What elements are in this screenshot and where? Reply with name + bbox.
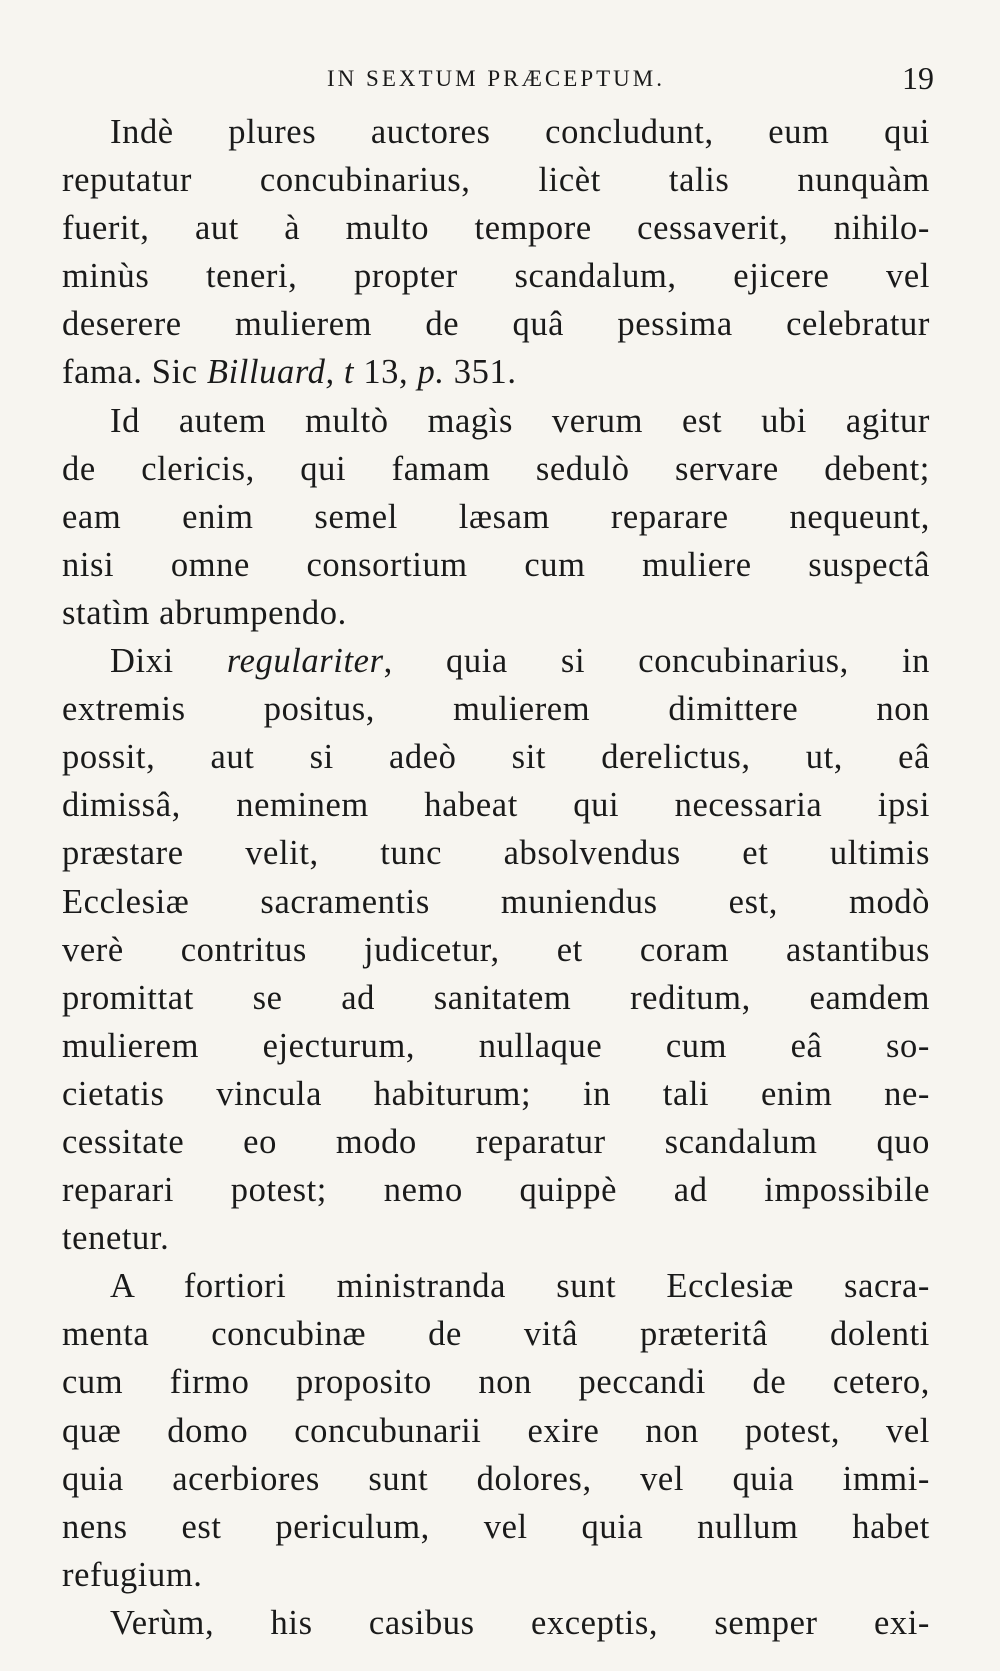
text-segment: Dixi (110, 642, 227, 681)
italic-term: regulariter (226, 642, 384, 681)
text-line: eam enim semel læsam reparare nequeunt, (62, 497, 930, 536)
citation-page: 351. (444, 353, 517, 392)
text-segment: , quia si concubinarius, in (383, 642, 931, 681)
text-line: Verùm, his casibus exceptis, semper exi- (110, 1603, 930, 1642)
text-line: deserere mulierem de quâ pessima celebratur (62, 305, 930, 344)
text-line: possit, aut si adeò sit derelictus, ut, eâ (62, 738, 930, 777)
text-line: Ecclesiæ sacramentis muniendus est, modò (62, 882, 930, 921)
text-line: dimissâ, neminem habeat qui necessaria ipsi (62, 786, 930, 825)
body-text (62, 108, 930, 1647)
citation-author: Billuard, t (206, 353, 355, 392)
text-line: verè contritus judicetur, et coram astantibus (62, 930, 930, 969)
text-line: reparari potest; nemo quippè ad impossibile (62, 1171, 930, 1210)
text-line: mulierem ejecturum, nullaque cum eâ so- (62, 1026, 930, 1065)
text-line: statìm abrumpendo. (62, 593, 347, 632)
text-line: quia acerbiores sunt dolores, vel quia immi- (62, 1459, 930, 1498)
text-line: minùs teneri, propter scandalum, ejicere vel (62, 257, 930, 296)
paragraph-3 (62, 637, 930, 1262)
text-line: cietatis vincula habiturum; in tali enim ne- (62, 1074, 930, 1113)
text-line: cessitate eo modo reparatur scandalum quo (62, 1122, 930, 1161)
paragraph-4 (62, 1262, 930, 1599)
text-line (62, 637, 930, 685)
citation-prefix: fama. Sic (62, 353, 207, 392)
text-line: Indè plures auctores concludunt, eum qui (110, 113, 930, 151)
running-head (62, 60, 934, 108)
text-line: nisi omne consortium cum muliere suspectâ (62, 545, 930, 584)
text-line: refugium. (62, 1555, 203, 1594)
citation-page-label: p. (417, 353, 445, 392)
text-line: extremis positus, mulierem dimittere non (62, 690, 930, 729)
paragraph-2 (62, 397, 930, 637)
text-line: A fortiori ministranda sunt Ecclesiæ sacra- (110, 1267, 930, 1306)
text-line: tenetur. (62, 1219, 170, 1258)
text-line: reputatur concubinarius, licèt talis nunquàm (62, 161, 930, 200)
page-number: 19 (902, 60, 934, 96)
text-line: quæ domo concubunarii exire non potest, vel (62, 1411, 930, 1450)
text-line: fuerit, aut à multo tempore cessaverit, nihilo- (62, 209, 930, 248)
text-line-citation (62, 348, 930, 396)
text-line: de clericis, qui famam sedulò servare debent; (62, 449, 930, 488)
text-line: nens est periculum, vel quia nullum habet (62, 1507, 930, 1546)
citation-volume: 13, (354, 353, 418, 392)
text-line: Id autem multò magìs verum est ubi agitur (110, 401, 930, 440)
text-line: menta concubinæ de vitâ præteritâ dolenti (62, 1315, 930, 1354)
running-title: IN SEXTUM PRÆCEPTUM. (327, 66, 665, 91)
text-line: promittat se ad sanitatem reditum, eamdem (62, 978, 930, 1017)
text-line: præstare velit, tunc absolvendus et ultimis (62, 834, 930, 873)
text-line: cum firmo proposito non peccandi de cetero, (62, 1363, 930, 1402)
paragraph-5 (62, 1599, 930, 1647)
paragraph-1 (62, 108, 930, 397)
